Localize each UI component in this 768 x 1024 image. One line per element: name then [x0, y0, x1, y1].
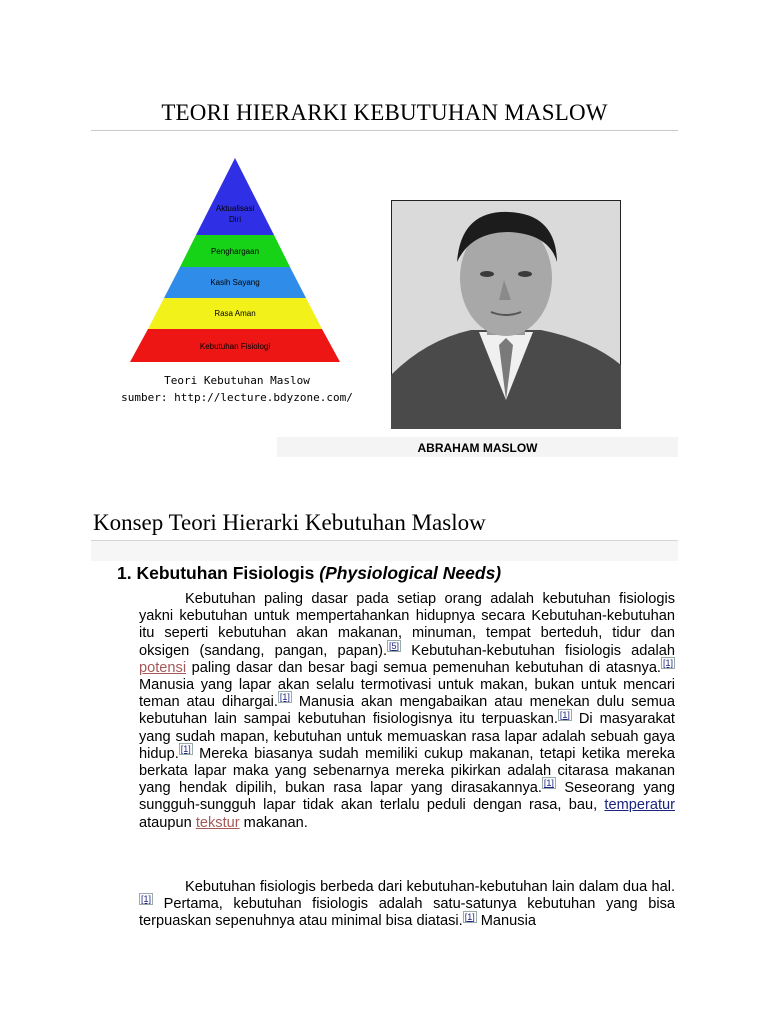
footnote-link[interactable]: [1]	[543, 778, 554, 789]
p2-text-1: Kebutuhan fisiologis berbeda dari kebutuhan-kebutuhan lain dalam dua hal.	[185, 879, 675, 895]
subsection-number: 1.	[117, 563, 132, 583]
p1-text-5: Manusia akan mengabaikan atau menekan dulu semua kebutuhan lain sampai kebutuhan fisiologisnya itu terpuaskan.	[139, 694, 675, 728]
p1-text-9: ataupun	[139, 814, 196, 831]
pyramid-caption	[112, 372, 362, 406]
maslow-pyramid-diagram	[100, 155, 370, 365]
footnote-link[interactable]: [1]	[464, 911, 475, 922]
footnote-link[interactable]: [1]	[559, 709, 570, 720]
subsection-title-italic: (Physiological Needs)	[319, 563, 502, 583]
pyramid-label-safety: Rasa Aman	[214, 309, 256, 318]
section-divider-bar	[91, 540, 678, 561]
section-title: Konsep Teori Hierarki Kebutuhan Maslow	[93, 510, 486, 535]
footnote-link[interactable]: [1]	[279, 692, 290, 703]
abraham-maslow-photo	[391, 200, 621, 429]
footnote-link[interactable]: [1]	[141, 894, 152, 905]
pyramid-label-physiological: Kebutuhan Fisiologi	[199, 342, 271, 351]
pyramid-caption-title: Teori Kebutuhan Maslow	[164, 374, 310, 387]
p1-text-1: Kebutuhan paling dasar pada setiap orang adalah kebutuhan fisiologis yakni kebutuhan untuk mempertahankan hidupnya secara Kebutuhan-kebutuhan itu seperti kebutuhan akan makanan, minuman, tempat berteduh, tidur dan oksigen (sandang, pangan, papan).	[139, 591, 675, 659]
p1-text-3: paling dasar dan besar bagi semua pemenuhan kebutuhan di atasnya.	[186, 659, 661, 676]
pyramid-caption-source: sumber: http://lecture.bdyzone.com/	[121, 391, 353, 404]
pyramid-label-love: Kasih Sayang	[210, 278, 260, 287]
paragraph-physiological-2	[139, 879, 675, 931]
pyramid-label-self-actualization-2: Diri	[229, 215, 241, 224]
p1-text-8: Seseorang yang sungguh-sungguh lapar tidak akan terlalu peduli dengan rasa, bau,	[139, 780, 675, 814]
subsection-title: Kebutuhan Fisiologis	[136, 563, 315, 583]
link-temperatur[interactable]: temperatur	[604, 797, 675, 814]
p2-text-2: Pertama, kebutuhan fisiologis adalah satu-satunya kebutuhan yang bisa terpuaskan sepenuhnya atau minimal bisa diatasi.	[139, 896, 675, 930]
paragraph-physiological-1	[139, 591, 675, 832]
link-potensi[interactable]: potensi	[139, 659, 187, 676]
p1-text-7: Mereka biasanya sudah memiliki cukup makanan, tetapi ketika mereka berkata lapar maka yang sebenarnya mereka pikirkan adalah citarasa makanan yang hendak dipilih, bukan rasa lapar yang dirasakannya.	[139, 745, 675, 797]
footnote-link[interactable]: [1]	[180, 743, 191, 754]
p1-text-6: Di masyarakat yang sudah mapan, kebutuhan untuk memuaskan rasa lapar adalah sebuah gaya hidup.	[139, 711, 675, 762]
footnote-link[interactable]: [1]	[662, 657, 673, 668]
footnote-link[interactable]: [5]	[389, 640, 400, 651]
pyramid-label-self-actualization-1: Aktualisasi	[215, 204, 255, 213]
link-tekstur[interactable]: tekstur	[195, 814, 240, 831]
pyramid-label-esteem: Penghargaan	[210, 247, 260, 256]
p1-text-2: Kebutuhan-kebutuhan fisiologis adalah	[401, 642, 675, 659]
p2-text-3: Manusia	[476, 913, 536, 930]
p1-text-10: makanan.	[239, 814, 308, 831]
title-divider	[91, 130, 678, 131]
photo-caption: ABRAHAM MASLOW	[277, 437, 678, 457]
p1-text-4: Manusia yang lapar akan selalu termotivasi untuk makan, bukan untuk mencari teman atau dihargai.	[139, 677, 675, 711]
page-title: TEORI HIERARKI KEBUTUHAN MASLOW	[161, 100, 608, 125]
subsection-heading	[117, 563, 501, 584]
